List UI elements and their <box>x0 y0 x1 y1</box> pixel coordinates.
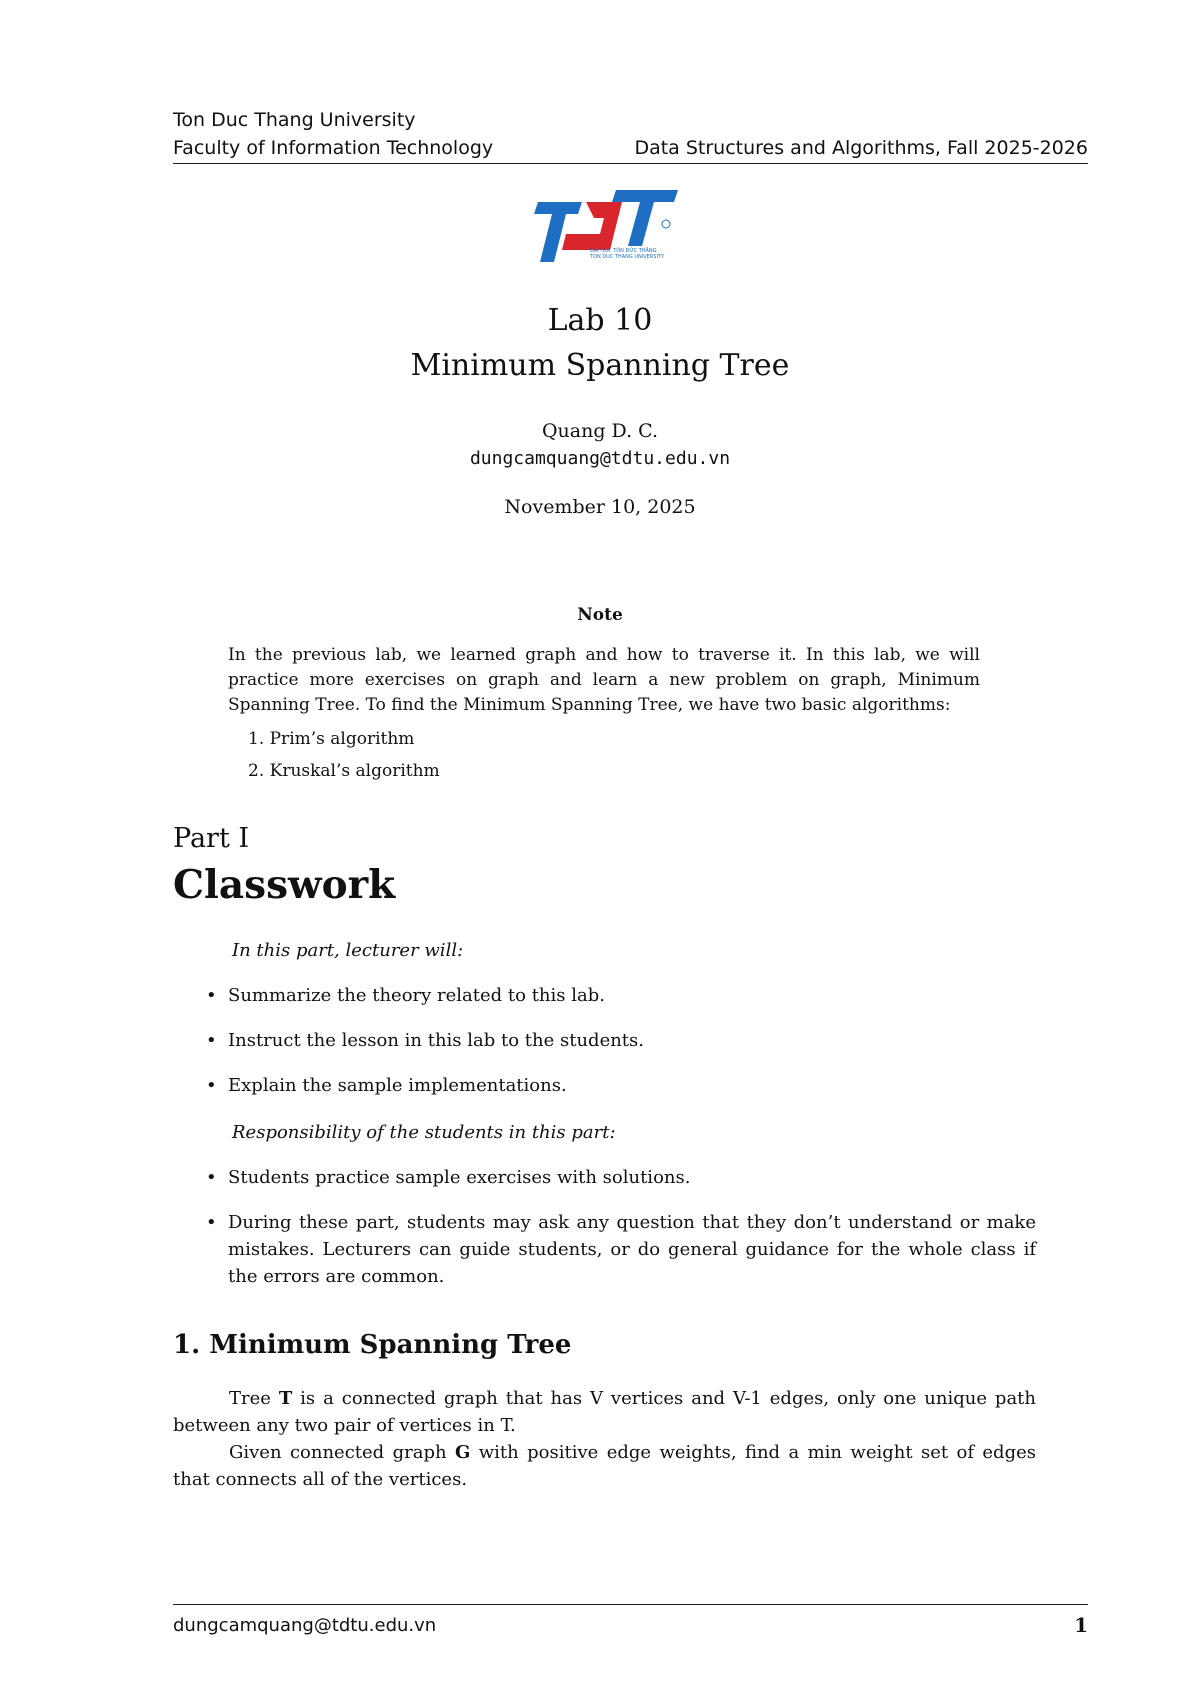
footer-rule <box>173 1604 1088 1605</box>
paragraph-graph: Given connected graph G with positive edge weights, find a min weight set of edges that connects all of the vertices. <box>173 1442 1036 1490</box>
svg-text:ĐẠI HỌC TÔN ĐỨC THẮNG: ĐẠI HỌC TÔN ĐỨC THẮNG <box>590 248 657 254</box>
list-item: • Summarize the theory related to this lab. <box>228 982 1036 1009</box>
note-item-kruskal: 2. Kruskal’s algorithm <box>248 761 440 781</box>
section-title: 1. Minimum Spanning Tree <box>173 1330 572 1360</box>
list-item: • Students practice sample exercises with solutions. <box>228 1164 1036 1191</box>
footer-email: dungcamquang@tdtu.edu.vn <box>173 1615 437 1636</box>
header-course: Data Structures and Algorithms, Fall 2025-2026 <box>634 137 1088 159</box>
tdtu-logo-graphic <box>530 184 680 266</box>
header-university: Ton Duc Thang University <box>173 109 416 131</box>
student-list <box>228 1164 1036 1308</box>
lecturer-list <box>228 982 1036 1117</box>
header-faculty: Faculty of Information Technology <box>173 137 494 159</box>
list-item: • During these part, students may ask any question that they don’t understand or make mistakes. Lecturers can guide students, or do general guidance for the whole class if the errors are common. <box>228 1209 1036 1290</box>
part-label: Part I <box>173 823 250 854</box>
student-intro: Responsibility of the students in this part: <box>232 1122 616 1143</box>
note-item-prim: 1. Prim’s algorithm <box>248 729 415 749</box>
running-header <box>173 106 1088 162</box>
svg-text:TON DUC THANG UNIVERSITY: TON DUC THANG UNIVERSITY <box>590 254 665 260</box>
author-email: dungcamquang@tdtu.edu.vn <box>469 448 731 469</box>
document-date: November 10, 2025 <box>504 496 696 518</box>
paragraph-tree: Tree T is a connected graph that has V vertices and V-1 edges, only one unique path between any two pair of vertices in T. <box>173 1388 1036 1436</box>
lab-title: Minimum Spanning Tree <box>410 348 790 383</box>
note-body: In the previous lab, we learned graph and how to traverse it. In this lab, we will practice more exercises on graph and learn a new problem on graph, Minimum Spanning Tree. To find the Minimum Spanning Tree, we have two basic algorithms: <box>228 645 980 715</box>
author-name: Quang D. C. <box>541 420 659 442</box>
header-rule <box>173 163 1088 164</box>
lecturer-intro: In this part, lecturer will: <box>232 940 464 961</box>
tdtu-logo <box>530 184 680 266</box>
lab-number: Lab 10 <box>547 303 653 338</box>
part-title: Classwork <box>173 862 396 908</box>
page-number: 1 <box>1074 1613 1088 1637</box>
note-heading: Note <box>577 605 623 625</box>
list-item: • Explain the sample implementations. <box>228 1072 1036 1099</box>
list-item: • Instruct the lesson in this lab to the students. <box>228 1027 1036 1054</box>
note-list <box>248 726 440 790</box>
